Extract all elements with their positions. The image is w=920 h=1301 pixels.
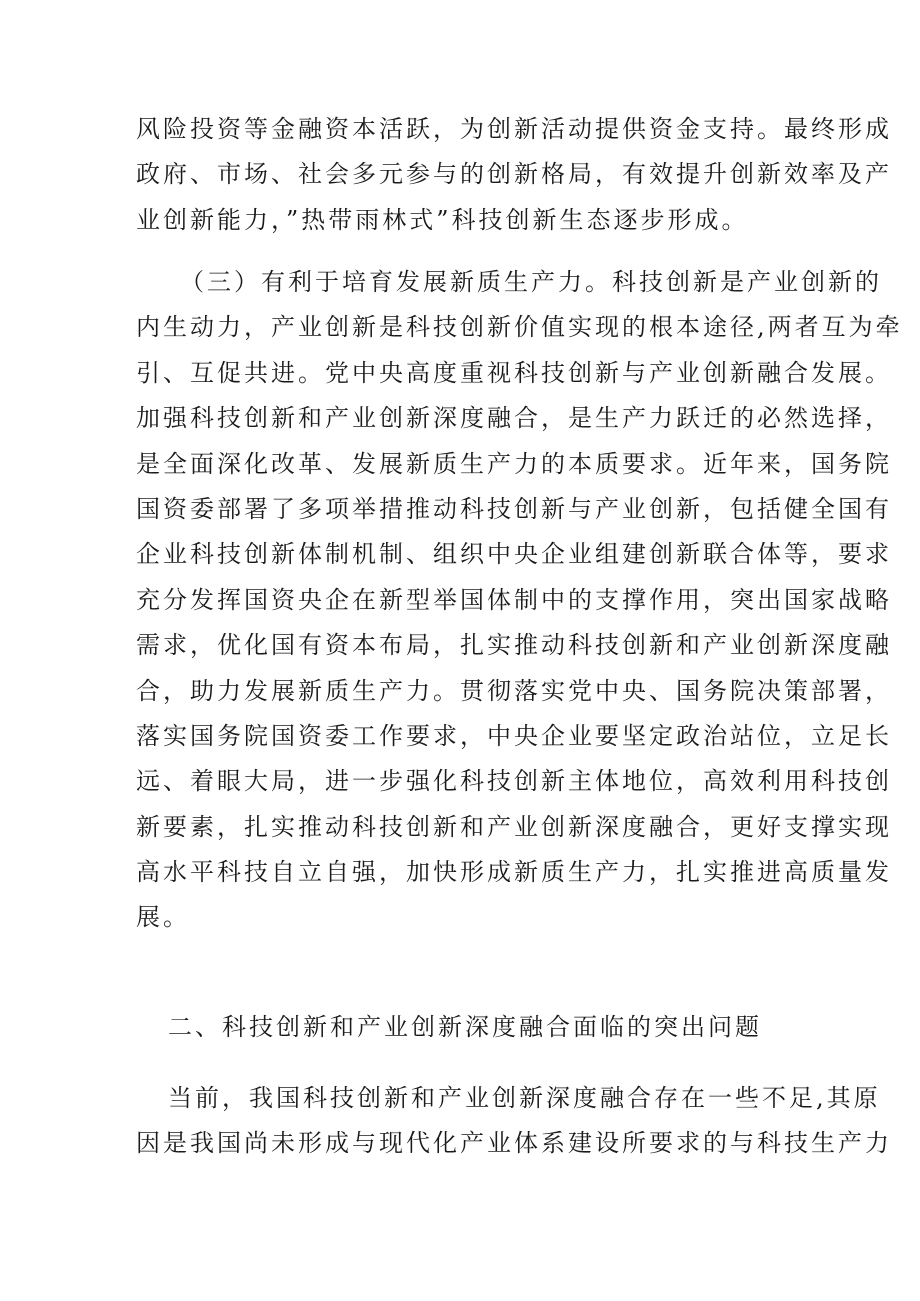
paragraph-ecosystem (136, 107, 892, 243)
paragraph-line: 风险投资等金融资本活跃，为创新活动提供资金支持。最终形成 (136, 115, 892, 143)
paragraph-line: 当前，我国科技创新和产业创新深度融合存在一些不足,其原 (168, 1084, 881, 1112)
paragraph-line: 引、互促共进。党中央高度重视科技创新与产业创新融合发展。 (136, 358, 892, 387)
paragraph-problems (136, 1076, 892, 1167)
paragraph-line: 需求，优化国有资本布局，扎实推动科技创新和产业创新深度融 (136, 631, 892, 660)
paragraph-line: 加强科技创新和产业创新深度融合，是生产力跃迁的必然选择， (136, 404, 892, 433)
heading-text: 二、科技创新和产业创新深度融合面临的突出问题 (168, 1013, 762, 1041)
paragraph-new-productivity (136, 260, 903, 941)
paragraph-line: （三）有利于培育发展新质生产力。科技创新是产业创新的 (180, 268, 882, 296)
paragraph-line: 业创新能力，”热带雨林式”科技创新生态逐步形成。 (136, 205, 749, 234)
paragraph-line: 政府、市场、社会多元参与的创新格局，有效提升创新效率及产 (136, 160, 892, 189)
paragraph-line: 内生动力，产业创新是科技创新价值实现的根本途径,两者互为牵 (136, 313, 903, 342)
paragraph-line: 充分发挥国资央企在新型举国体制中的支撑作用，突出国家战略 (136, 585, 892, 614)
paragraph-line: 远、着眼大局，进一步强化科技创新主体地位，高效利用科技创 (136, 767, 892, 796)
paragraph-line: 国资委部署了多项举措推动科技创新与产业创新，包括健全国有 (136, 494, 892, 523)
paragraph-line: 合，助力发展新质生产力。贯彻落实党中央、国务院决策部署， (136, 676, 892, 705)
paragraph-line: 企业科技创新体制机制、组织中央企业组建创新联合体等，要求 (136, 540, 892, 569)
paragraph-line: 新要素，扎实推动科技创新和产业创新深度融合，更好支撑实现 (136, 812, 892, 841)
paragraph-line: 落实国务院国资委工作要求，中央企业要坚定政治站位，立足长 (136, 721, 892, 750)
section-heading (168, 1005, 788, 1050)
paragraph-line: 展。 (136, 903, 190, 932)
paragraph-line: 因是我国尚未形成与现代化产业体系建设所要求的与科技生产力 (136, 1129, 892, 1158)
paragraph-line: 高水平科技自立自强，加快形成新质生产力，扎实推进高质量发 (136, 858, 892, 887)
paragraph-line: 是全面深化改革、发展新质生产力的本质要求。近年来，国务院 (136, 449, 892, 478)
